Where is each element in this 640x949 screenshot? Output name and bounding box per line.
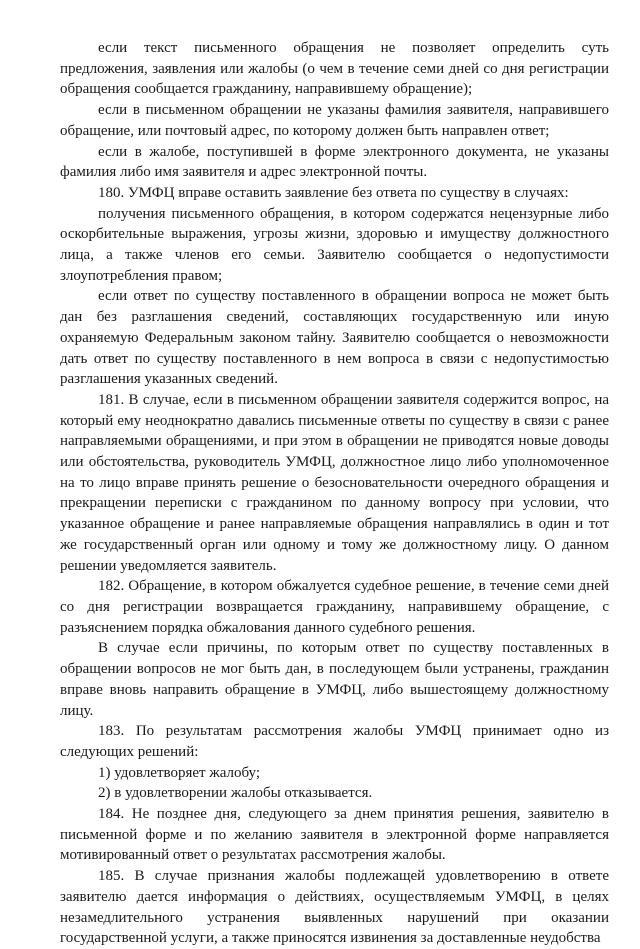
paragraph-183: 183. По результатам рассмотрения жалобы УМФЦ принимает одно из следующих решений: — [60, 723, 609, 760]
document-page — [60, 38, 609, 949]
paragraph-decision-1: 1) удовлетворяет жалобу; — [98, 764, 261, 781]
paragraph-secret: если ответ по существу поставленного в обращении вопроса не может быть дан без разглашения сведений, составляющих государственную или иную охраняемую Федеральным законом тайну. Заявителю сообщается о невозможности дать ответ по существу поставленного в нем вопроса в связи с недопустимостью разглашения указанных сведений. — [60, 288, 609, 388]
paragraph-184: 184. Не позднее дня, следующего за днем принятия решения, заявителю в письменной форме и по желанию заявителя в электронной форме направляется мотивированный ответ о результатах рассмотрения жалобы. — [60, 806, 609, 864]
paragraph-180: 180. УМФЦ вправе оставить заявление без ответа по существу в случаях: — [98, 184, 569, 201]
paragraph-decision-2: 2) в удовлетворении жалобы отказывается. — [98, 785, 373, 802]
paragraph-reasons-eliminated: В случае если причины, по которым ответ по существу поставленных в обращении вопросов не мог быть дан, в последующем были устранены, гражданин вправе вновь направить обращение в УМФЦ, либо вышестоящему должностному лицу. — [60, 640, 609, 719]
paragraph-no-surname: если в письменном обращении не указаны фамилия заявителя, направившего обращение, или почтовый адрес, по которому должен быть направлен ответ; — [60, 102, 609, 139]
paragraph-181: 181. В случае, если в письменном обращении заявителя содержится вопрос, на который ему неоднократно давались письменные ответы по существу в связи с ранее направляемыми обращениями, и при этом в обращении не приводятся новые доводы или обстоятельства, руководитель УМФЦ, должностное лицо либо уполномоченное на то лицо вправе принять решение о безосновательности очередного обращения и прекращении переписки с гражданином по данному вопросу при условии, что указанное обращение и ранее направляемые обращения направлялись в один и тот же государственный орган или одному и тому же должностному лицу. О данном решении уведомляется заявитель. — [60, 391, 609, 574]
paragraph-185: 185. В случае признания жалобы подлежащей удовлетворению в ответе заявителю дается информация о действиях, осуществляемым УМФЦ, в целях незамедлительного устранения выявленных нарушений при оказании государственной услуги, а также приносятся извинения за доставленные неудобства — [60, 868, 609, 947]
paragraph-obscene: получения письменного обращения, в котором содержатся нецензурные либо оскорбительные выражения, угрозы жизни, здоровью и имуществу должностного лица, а также членов его семьи. Заявителю сообщается о недопустимости злоупотребления правом; — [60, 205, 609, 284]
paragraph-no-subject: если текст письменного обращения не позволяет определить суть предложения, заявления или жалобы (о чем в течение семи дней со дня регистрации обращения сообщается гражданину, направившему обращение); — [60, 40, 609, 98]
paragraph-no-email: если в жалобе, поступившей в форме электронного документа, не указаны фамилия либо имя заявителя и адрес электронной почты. — [60, 143, 609, 181]
paragraph-182: 182. Обращение, в котором обжалуется судебное решение, в течение семи дней со дня регистрации возвращается гражданину, направившему обращение, с разъяснением порядка обжалования данного судебного решения. — [60, 578, 609, 636]
